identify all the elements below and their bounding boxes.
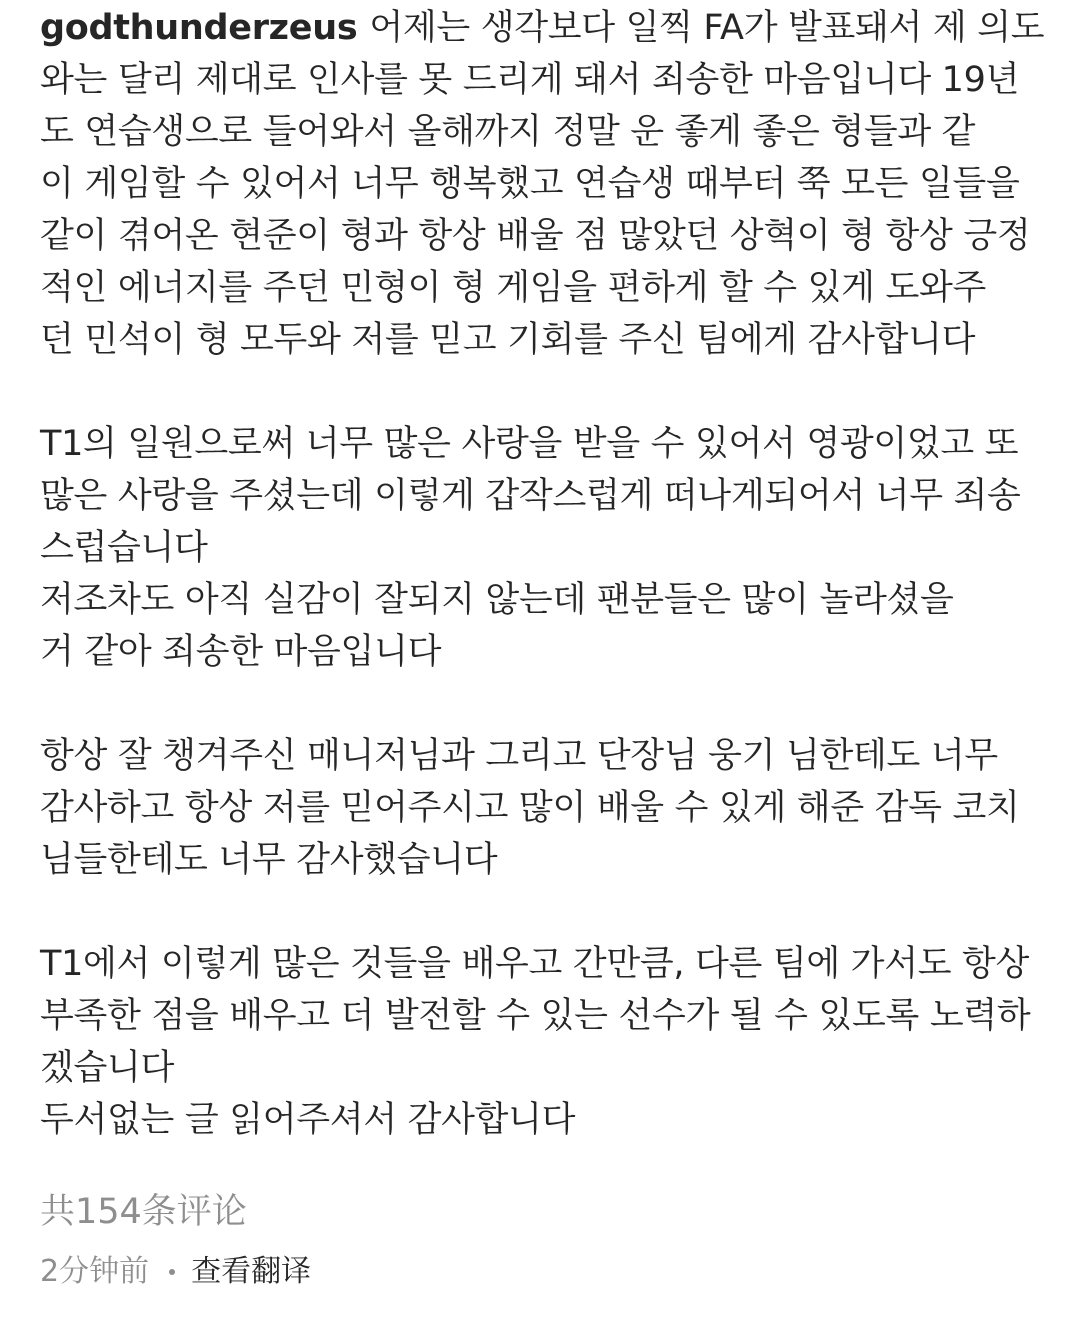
caption-line: 이 게임할 수 있어서 너무 행복했고 연습생 때부터 쭉 모든 일들을	[40, 164, 1020, 204]
caption-paragraph-2	[40, 418, 1040, 678]
caption-line: 거 같아 죄송한 마음입니다	[40, 632, 442, 672]
caption-line: 와는 달리 제대로 인사를 못 드리게 돼서 죄송한 마음입니다 19년	[40, 60, 1020, 100]
caption-line: 님들한테도 너무 감사했습니다	[40, 840, 498, 880]
caption-line: 항상 잘 챙겨주신 매니저님과 그리고 단장님 웅기 님한테도 너무	[40, 736, 998, 776]
caption-line: T1에서 이렇게 많은 것들을 배우고 간만큼, 다른 팀에 가서도 항상	[40, 944, 1030, 984]
caption-line: 도 연습생으로 들어와서 올해까지 정말 운 좋게 좋은 형들과 같	[40, 112, 976, 152]
caption-line: 같이 겪어온 현준이 형과 항상 배울 점 많았던 상혁이 형 항상 긍정	[40, 216, 1031, 256]
caption-line	[40, 2, 1045, 54]
caption-line: 스럽습니다	[40, 528, 208, 568]
post-caption	[40, 2, 1045, 1146]
caption-line: 부족한 점을 배우고 더 발전할 수 있는 선수가 될 수 있도록 노력하	[40, 996, 1031, 1036]
caption-line: 적인 에너지를 주던 민형이 형 게임을 편하게 할 수 있게 도와주	[40, 268, 987, 308]
view-all-comments-link[interactable]: 共154条评论	[40, 1192, 247, 1232]
post-footer	[40, 1250, 1040, 1294]
caption-line: 던 민석이 형 모두와 저를 믿고 기회를 주신 팀에게 감사합니다	[40, 320, 976, 360]
caption-line: 저조차도 아직 실감이 잘되지 않는데 팬분들은 많이 놀라셨을	[40, 580, 954, 620]
caption-paragraph-3	[40, 730, 1040, 886]
username-link[interactable]: godthunderzeus	[40, 8, 358, 48]
caption-line: 감사하고 항상 저를 믿어주시고 많이 배울 수 있게 해준 감독 코치	[40, 788, 1020, 828]
caption-paragraph-1	[40, 2, 1045, 366]
see-translation-link[interactable]: 查看翻译	[191, 1254, 312, 1289]
separator-dot-icon	[169, 1269, 175, 1275]
caption-line-text: 어제는 생각보다 일찍 FA가 발표돼서 제 의도	[369, 8, 1045, 48]
caption-line: 두서없는 글 읽어주셔서 감사합니다	[40, 1100, 576, 1140]
post-timestamp: 2分钟前	[40, 1254, 150, 1289]
caption-line: T1의 일원으로써 너무 많은 사랑을 받을 수 있어서 영광이었고 또	[40, 424, 1019, 464]
caption-line: 겠습니다	[40, 1048, 175, 1088]
caption-line: 많은 사랑을 주셨는데 이렇게 갑작스럽게 떠나게되어서 너무 죄송	[40, 476, 1021, 516]
post-meta	[40, 1186, 1040, 1294]
caption-paragraph-4	[40, 938, 1040, 1146]
